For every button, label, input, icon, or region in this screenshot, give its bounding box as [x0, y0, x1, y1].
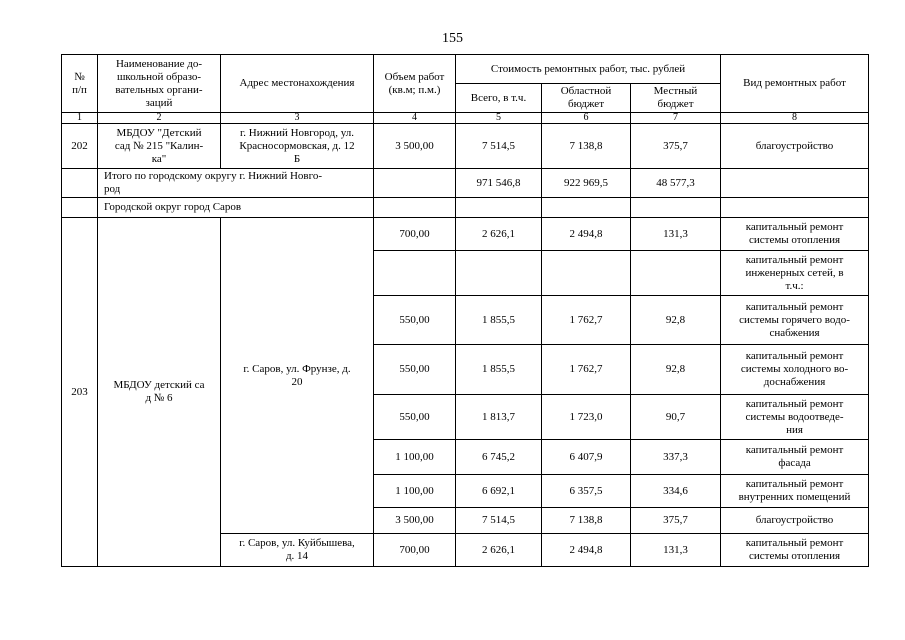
work-volume: 550,00	[374, 345, 456, 395]
column-number: 7	[631, 113, 721, 124]
cost-total: 1 855,5	[456, 296, 542, 345]
column-number: 8	[721, 113, 869, 124]
cost-regional: 7 138,8	[542, 124, 631, 169]
cost-regional: 2 494,8	[542, 534, 631, 567]
header-address: Адрес местонахождения	[221, 55, 374, 113]
work-type: капитальный ремонт инженерных сетей, в т.ч.:	[721, 251, 869, 296]
org-address: г. Саров, ул. Куйбышева, д. 14	[221, 534, 374, 567]
cost-regional: 1 762,7	[542, 345, 631, 395]
cost-regional: 2 494,8	[542, 218, 631, 251]
work-volume: 550,00	[374, 296, 456, 345]
cost-regional: 6 407,9	[542, 440, 631, 475]
cost-local: 375,7	[631, 124, 721, 169]
work-volume: 550,00	[374, 395, 456, 440]
column-number: 4	[374, 113, 456, 124]
work-type: капитальный ремонт системы отопления	[721, 218, 869, 251]
org-address: г. Саров, ул. Фрунзе, д. 20	[221, 218, 374, 534]
work-volume: 1 100,00	[374, 475, 456, 508]
column-number: 1	[62, 113, 98, 124]
header-total: Всего, в т.ч.	[456, 84, 542, 113]
cost-total: 2 626,1	[456, 534, 542, 567]
cost-total: 7 514,5	[456, 124, 542, 169]
cost-local: 131,3	[631, 218, 721, 251]
work-type: капитальный ремонт системы водоотведе- ния	[721, 395, 869, 440]
cost-regional: 6 357,5	[542, 475, 631, 508]
header-local: Местный бюджет	[631, 84, 721, 113]
cost-local: 92,8	[631, 296, 721, 345]
header-type: Вид ремонтных работ	[721, 55, 869, 113]
header-name: Наименование до- школьной образо- вательных органи- заций	[98, 55, 221, 113]
header-volume: Объем работ (кв.м; п.м.)	[374, 55, 456, 113]
header-num: № п/п	[62, 55, 98, 113]
work-type: капитальный ремонт системы отопления	[721, 534, 869, 567]
header-cost-group: Стоимость ремонтных работ, тыс. рублей	[456, 55, 721, 84]
cost-local: 334,6	[631, 475, 721, 508]
cost-local	[631, 251, 721, 296]
cost-local: 92,8	[631, 345, 721, 395]
cost-total: 971 546,8	[456, 169, 542, 198]
work-type: благоустройство	[721, 508, 869, 534]
work-volume: 3 500,00	[374, 508, 456, 534]
column-number: 2	[98, 113, 221, 124]
cost-regional: 7 138,8	[542, 508, 631, 534]
header-regional: Областной бюджет	[542, 84, 631, 113]
row-num: 203	[62, 218, 98, 567]
org-address: г. Нижний Новгород, ул. Красносормовская, д. 12 Б	[221, 124, 374, 169]
cost-total: 6 745,2	[456, 440, 542, 475]
cost-total: 6 692,1	[456, 475, 542, 508]
cost-total: 2 626,1	[456, 218, 542, 251]
cost-total: 1 813,7	[456, 395, 542, 440]
work-volume: 700,00	[374, 218, 456, 251]
work-volume: 3 500,00	[374, 124, 456, 169]
work-volume: 1 100,00	[374, 440, 456, 475]
cost-local: 131,3	[631, 534, 721, 567]
section-row-sarov	[62, 198, 869, 218]
cost-total: 1 855,5	[456, 345, 542, 395]
row-num: 202	[62, 124, 98, 169]
work-type: капитальный ремонт системы горячего водо- снабжения	[721, 296, 869, 345]
repair-works-table	[61, 54, 869, 567]
cost-regional: 1 723,0	[542, 395, 631, 440]
table-row-202	[62, 124, 869, 169]
work-row	[62, 218, 869, 251]
page-number: 155	[442, 31, 463, 46]
org-name: МБДОУ детский са д № 6	[98, 218, 221, 567]
cost-local: 90,7	[631, 395, 721, 440]
total-row-nizhny-novgorod	[62, 169, 869, 198]
work-volume: 700,00	[374, 534, 456, 567]
column-number: 6	[542, 113, 631, 124]
column-number: 3	[221, 113, 374, 124]
work-type: капитальный ремонт внутренних помещений	[721, 475, 869, 508]
cost-regional	[542, 251, 631, 296]
cost-regional: 1 762,7	[542, 296, 631, 345]
cost-local: 337,3	[631, 440, 721, 475]
cost-local: 375,7	[631, 508, 721, 534]
cost-total	[456, 251, 542, 296]
section-label: Городской округ город Саров	[98, 198, 374, 218]
cost-regional: 922 969,5	[542, 169, 631, 198]
work-type: капитальный ремонт системы холодного во- доснабжения	[721, 345, 869, 395]
work-type: благоустройство	[721, 124, 869, 169]
work-volume	[374, 251, 456, 296]
total-label: Итого по городскому округу г. Нижний Новго- род	[98, 169, 374, 198]
work-type: капитальный ремонт фасада	[721, 440, 869, 475]
cost-local: 48 577,3	[631, 169, 721, 198]
org-name: МБДОУ "Детский сад № 215 "Калин- ка"	[98, 124, 221, 169]
cost-total: 7 514,5	[456, 508, 542, 534]
column-number: 5	[456, 113, 542, 124]
